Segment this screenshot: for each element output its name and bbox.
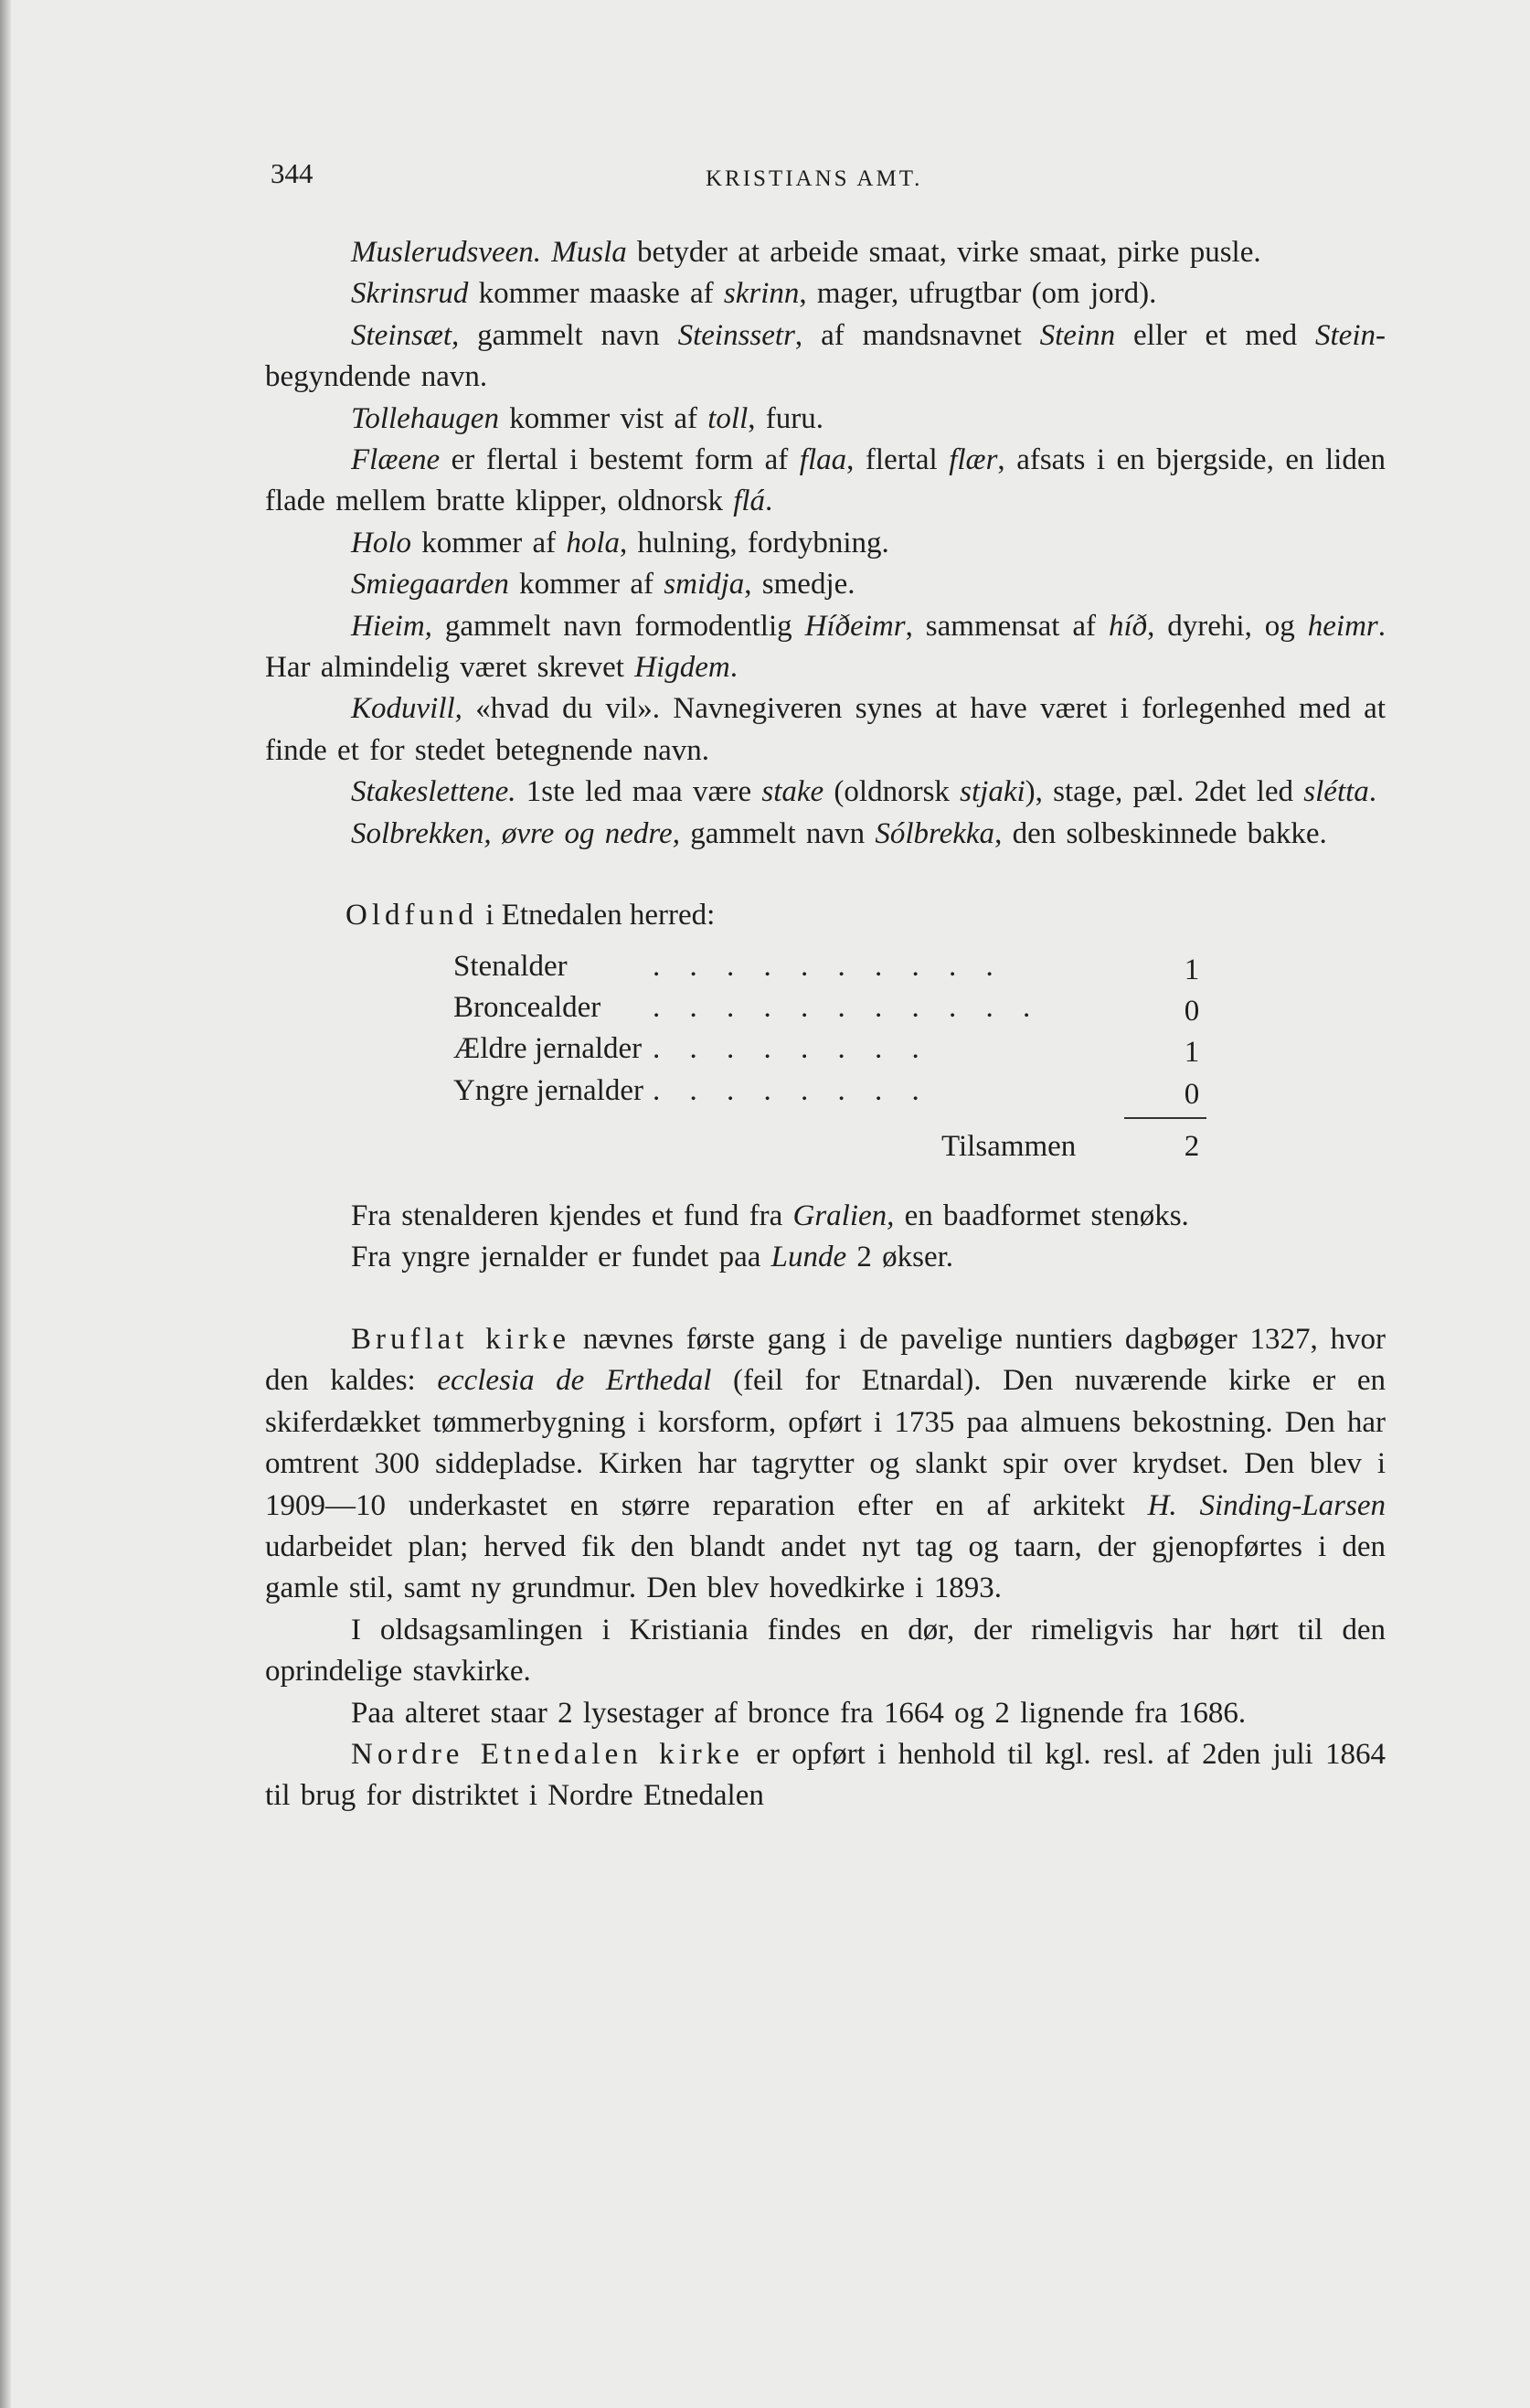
entry-paragraph [265,814,1386,855]
church-section [265,1319,1386,1817]
oldfund-row [453,987,1203,1028]
entry-paragraph [265,440,1386,523]
find-paragraph: Fra stenalderen kjendes et fund fra Gralien, en baadformet stenøks. [351,1199,1189,1233]
church-paragraph: Bruflat kirke nævnes første gang i de pavelige nuntiers dagbøger 1327, hvor den kaldes: ecclesia de Erthedal (feil for Etnardal). Den nuværende kirke er en skiferdækket tømmerbygning i korsform, opført i 1735 paa almuens bekostning. Den har omtrent 300 siddepladse. Kirken har tagrytter og slankt spir over krydset. Den blev i 1909—10 underkastet en større reparation efter en af arkitekt H. Sinding-Larsen udarbeidet plan; herved fik den blandt andet nyt tag og taarn, der gjenopførtes i den gamle stil, samt ny grundmur. Den blev hovedkirke i 1893. [265,1322,1387,1605]
finds-section [265,1196,1386,1279]
place-name-entries [265,232,1386,855]
row-label: Stenalder [453,949,568,983]
entry-paragraph [265,564,1386,605]
row-value: 0 [1184,994,1200,1028]
total-label: Tilsammen [941,1130,1077,1164]
row-value: 0 [1184,1077,1200,1111]
entry-text: 1ste led maa være stake (oldnorsk stjaki), stage, pæl. 2det led slétta. [515,775,1377,809]
entry-paragraph [265,523,1386,564]
oldfund-table [265,895,1386,1172]
entry-text: kommer af smidja, smedje. [508,568,855,602]
church-paragraph: Nordre Etnedalen kirke er opført i henhold til kgl. resl. af 2den juli 1864 til brug for distriktet i Nordre Etnedalen [265,1737,1386,1813]
oldfund-total-row [265,1126,1386,1172]
row-label: Ældre jernalder [453,1032,643,1066]
entry-paragraph [265,772,1386,813]
entry-text: «hvad du vil». Navnegiveren synes at have været i forlegenhed med at finde et for stedet betegnende navn. [265,692,1386,767]
entry-paragraph [265,606,1386,689]
running-head: KRISTIANS AMT. [706,166,923,191]
entry-text: kommer maaske af skrinn, mager, ufrugtbar (om jord). [468,277,1157,311]
entry-text: Musla betyder at arbeide smaat, virke smaat, pirke pusle. [551,236,1261,269]
row-value: 1 [1184,953,1200,986]
entry-paragraph [265,688,1386,772]
entry-name: Smiegaarden [351,568,509,602]
entry-paragraph [265,232,1386,273]
entry-name: Koduvill, [351,692,462,726]
entry-name: Solbrekken, øvre og nedre, [351,816,680,850]
entry-name: Holo [351,526,411,559]
entry-name: Muslerudsveen. [351,236,542,269]
page-binding-edge [0,0,11,2408]
entry-name: Stakeslettene. [351,775,516,809]
row-label: Yngre jernalder [453,1073,643,1107]
entry-text: er flertal i bestemt form af flaa, flertal flær, afsats i en bjergside, en liden flade mellem bratte klipper, oldnorsk flá. [265,443,1386,518]
page-number: 344 [271,157,313,189]
oldfund-row [453,1071,1203,1112]
row-dots: . . . . . . . . . . [653,949,1004,983]
oldfund-title: Oldfund i Etnedalen herred: [345,899,716,932]
entry-name: Flæene [351,443,441,477]
page-header [271,157,1386,197]
entry-name: Tollehaugen [351,401,499,435]
row-dots: . . . . . . . . . . . [653,990,1042,1024]
church-paragraph: I oldsagsamlingen i Kristiania findes en dør, der rimeligvis har hørt til den oprindelige stavkirke. [265,1613,1386,1689]
sum-rule [1124,1117,1206,1119]
entry-text: kommer vist af toll, furu. [498,401,824,435]
entry-name: Hieim, [351,609,432,643]
church-paragraph: Paa alteret staar 2 lysestager af bronce fra 1664 og 2 lignende fra 1686. [351,1696,1247,1730]
oldfund-row [453,946,1203,987]
total-value: 2 [1184,1130,1200,1164]
oldfund-row [453,1028,1203,1070]
entry-name: Skrinsrud [351,277,469,311]
entry-paragraph [265,273,1386,314]
row-label: Broncealder [453,990,601,1024]
row-dots: . . . . . . . . [653,1032,930,1066]
find-paragraph: Fra yngre jernalder er fundet paa Lunde 2 økser. [351,1241,954,1274]
entry-name: Steinsæt, [351,318,460,352]
page-body [265,232,1386,1817]
entry-paragraph [265,399,1386,440]
entry-text: gammelt navn Steinssetr, af mandsnavnet Steinn eller et med Stein- begyndende navn. [265,318,1386,394]
oldfund-rows [265,946,1386,1113]
entry-text: gammelt navn Sólbrekka, den solbeskinnede bakke. [679,816,1327,850]
entry-paragraph [265,315,1386,399]
row-dots: . . . . . . . . [653,1073,930,1107]
row-value: 1 [1184,1036,1200,1070]
entry-text: gammelt navn formodentlig Híðeimr, sammensat af híð, dyrehi, og heimr. Har almindelig været skrevet Higdem. [265,609,1386,685]
entry-text: kommer af hola, hulning, fordybning. [411,526,889,559]
